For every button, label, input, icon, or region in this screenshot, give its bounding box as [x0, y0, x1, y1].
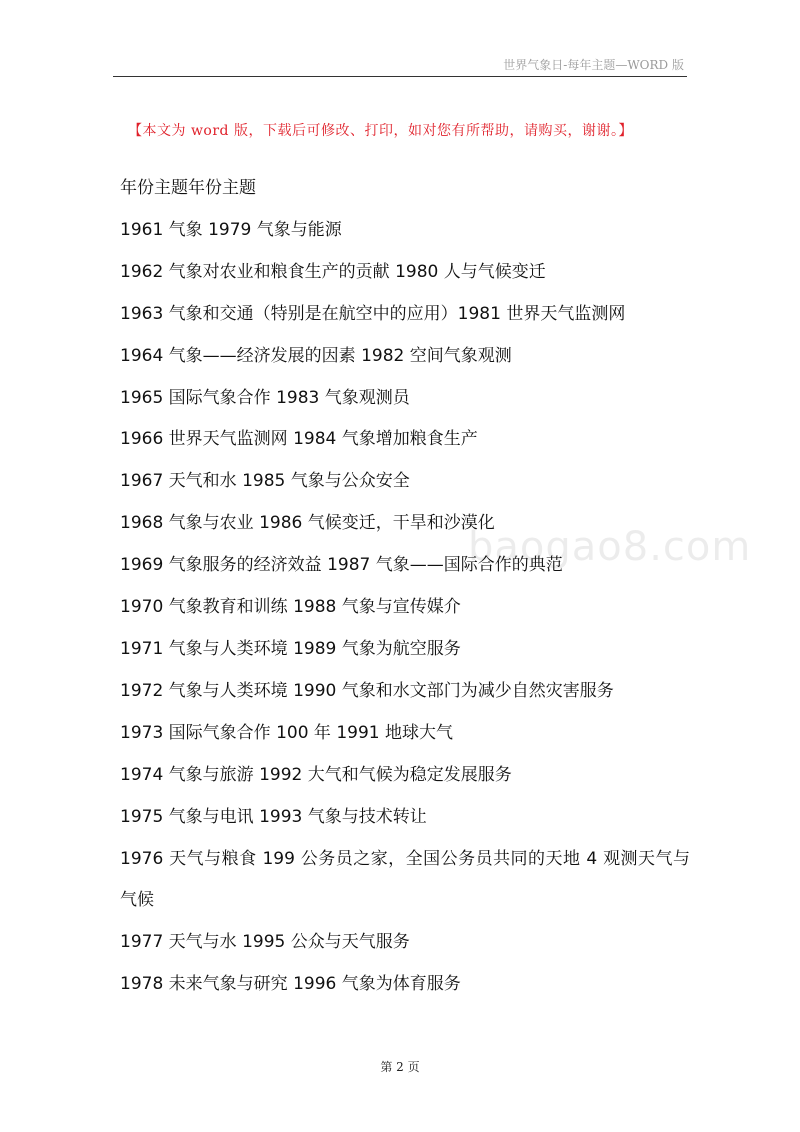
- year-theme-line: 1970 气象教育和训练 1988 气象与宣传媒介: [120, 597, 461, 618]
- year-theme-line: 1975 气象与电讯 1993 气象与技术转让: [120, 806, 427, 827]
- year-theme-line: 1978 未来气象与研究 1996 气象为体育服务: [120, 974, 461, 995]
- year-theme-line: 1969 气象服务的经济效益 1987 气象——国际合作的典范: [120, 555, 563, 576]
- year-theme-line: 1967 天气和水 1985 气象与公众安全: [120, 471, 410, 492]
- year-theme-line: 1964 气象——经济发展的因素 1982 空间气象观测: [120, 345, 512, 366]
- year-theme-line: 1963 气象和交通（特别是在航空中的应用）1981 世界天气监测网: [120, 303, 626, 324]
- header-divider: [113, 76, 687, 77]
- year-theme-line: 1968 气象与农业 1986 气候变迁，干旱和沙漠化: [120, 513, 495, 534]
- year-theme-line: 1974 气象与旅游 1992 大气和气候为稳定发展服务: [120, 764, 512, 785]
- table-heading-line: 年份主题年份主题: [120, 178, 256, 198]
- document-body: [120, 168, 690, 1006]
- year-theme-line: 1971 气象与人类环境 1989 气象为航空服务: [120, 638, 461, 659]
- download-notice: 【本文为 word 版，下载后可修改、打印，如对您有所帮助，请购买，谢谢。】: [128, 123, 633, 139]
- page-number: 第 2 页: [380, 1060, 420, 1074]
- year-theme-line: 1965 国际气象合作 1983 气象观测员: [120, 387, 410, 408]
- year-theme-line: 1966 世界天气监测网 1984 气象增加粮食生产: [120, 429, 478, 450]
- year-theme-line: 1977 天气与水 1995 公众与天气服务: [120, 932, 410, 953]
- watermark: baogao8.com: [468, 524, 752, 570]
- year-theme-line: 1972 气象与人类环境 1990 气象和水文部门为减少自然灾害服务: [120, 680, 614, 701]
- page-header-title: 世界气象日-每年主题—WORD 版: [503, 58, 684, 72]
- year-theme-line: 1961 气象 1979 气象与能源: [120, 219, 342, 240]
- year-theme-line: 1973 国际气象合作 100 年 1991 地球大气: [120, 722, 453, 743]
- year-theme-line: 1962 气象对农业和粮食生产的贡献 1980 人与气候变迁: [120, 261, 546, 282]
- year-theme-line: 1976 天气与粮食 199 公务员之家，全国公务员共同的天地 4 观测天气与气候: [120, 848, 690, 911]
